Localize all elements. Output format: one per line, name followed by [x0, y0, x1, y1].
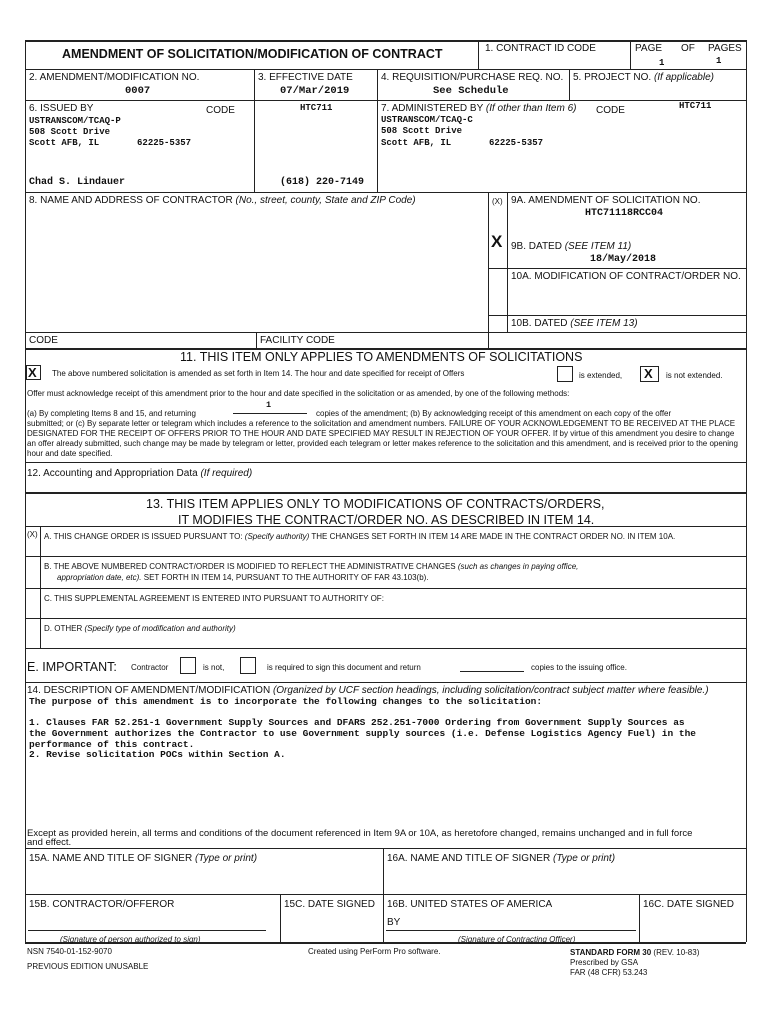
effective-date-label: 3. EFFECTIVE DATE — [258, 72, 353, 83]
rule — [25, 894, 746, 895]
item-13-x-label: (X) — [27, 530, 38, 539]
rule — [254, 69, 255, 192]
item-9a-label: 9A. AMENDMENT OF SOLICITATION NO. — [511, 195, 701, 206]
item-13c-text: C. THIS SUPPLEMENTAL AGREEMENT IS ENTERED INTO PURSUANT TO AUTHORITY OF: — [44, 594, 384, 603]
rule — [569, 69, 570, 100]
item-15c-label: 15C. DATE SIGNED — [284, 899, 375, 910]
copies-return-underline — [460, 671, 524, 672]
rule — [507, 192, 508, 332]
form-title: AMENDMENT OF SOLICITATION/MODIFICATION OF CONTRACT — [62, 47, 443, 61]
rule — [256, 332, 257, 348]
page-label: PAGE — [635, 43, 663, 54]
item-15a-label: 15A. NAME AND TITLE OF SIGNER (Type or print) — [29, 853, 258, 864]
rule — [25, 588, 746, 589]
method-rest-text: submitted; or (c) By separate letter or telegram which includes a reference to the solicitation and amendment numbers. FAILURE OF YOUR ACKNOWLEDGEMENT TO BE RECEIVED AT THE PLACE DESIGNATED FOR THE RECEIPT OF OFFERS PRIOR TO THE HOUR AND DATE SPECIFIED MAY RESULT IN REJECTION OF YOUR OFFER. If by virtue of this amendment you desire to change an offer already submitted, such change may be made by telegram or letter, provided each telegram or letter makes reference to the solicitation and this amendment, and is received prior to the opening hour and date specified. — [27, 419, 738, 458]
far-reference: FAR (48 CFR) 53.243 — [570, 968, 648, 977]
issued-code-value: HTC711 — [300, 103, 333, 113]
rule — [25, 40, 746, 42]
contact-phone: (618) 220-7149 — [280, 177, 365, 188]
item-14-line-4: the Government authorizes the Contractor to use Government supply sources (i.e. Defense Logistics Agency Fuel) in the — [29, 728, 697, 739]
issued-code-label: CODE — [206, 105, 235, 116]
item-11-checkmark: X — [28, 365, 37, 380]
item-13d-text: D. OTHER (Specify type of modification and authority) — [44, 624, 236, 633]
rule — [630, 40, 631, 69]
rule — [25, 69, 746, 70]
requisition-value: See Schedule — [433, 85, 509, 97]
contractor-label: 8. NAME AND ADDRESS OF CONTRACTOR (No., street, county, State and ZIP Code) — [29, 195, 416, 206]
rule — [383, 848, 384, 942]
item-11-heading: 11. THIS ITEM ONLY APPLIES TO AMENDMENTS OF SOLICITATIONS — [180, 350, 583, 364]
extended-checkbox[interactable] — [557, 366, 573, 382]
method-b-text: copies of the amendment; (b) By acknowledging receipt of this amendment on each copy of the offer — [316, 409, 672, 418]
rule — [488, 315, 746, 316]
rule — [377, 69, 378, 192]
item-10b-label: 10B. DATED (SEE ITEM 13) — [511, 318, 638, 329]
rule — [25, 648, 746, 649]
administered-code-value: HTC711 — [679, 101, 712, 111]
item-14-line-6: 2. Revise solicitation POCs within Section A. — [29, 749, 286, 760]
copies-underline — [233, 413, 307, 414]
item-16a-label: 16A. NAME AND TITLE OF SIGNER (Type or print) — [387, 853, 616, 864]
item-16c-label: 16C. DATE SIGNED — [643, 899, 734, 910]
item-13b-text: B. THE ABOVE NUMBERED CONTRACT/ORDER IS MODIFIED TO REFLECT THE ADMINISTRATIVE CHANGES (such as changes in paying office, — [44, 562, 579, 571]
rule — [40, 526, 41, 648]
rule — [639, 894, 640, 942]
nsn-number: NSN 7540-01-152-9070 — [27, 947, 112, 956]
contractor-signature-line[interactable] — [28, 930, 266, 931]
item-16b-label: 16B. UNITED STATES OF AMERICA — [387, 899, 553, 910]
officer-signature-line[interactable] — [386, 930, 636, 931]
rule — [488, 192, 489, 348]
copies-value: 1 — [266, 400, 272, 410]
rule — [280, 894, 281, 942]
item-13b-text-2: appropriation date, etc). SET FORTH IN ITEM 14, PURSUANT TO THE AUTHORITY OF FAR 43.103(b). — [57, 573, 429, 582]
signature-person-note: (Signature of person authorized to sign) — [60, 935, 201, 944]
rule — [25, 100, 746, 101]
item-9-checkmark: X — [491, 232, 503, 251]
signature-officer-note: (Signature of Contracting Officer) — [458, 935, 576, 944]
not-extended-checkmark: X — [644, 366, 653, 381]
item-14-line-3: 1. Clauses FAR 52.251-1 Government Supply Sources and DFARS 252.251-7000 Ordering from Government Supply Sources as — [29, 717, 685, 728]
rule — [25, 192, 746, 193]
method-a-text: (a) By completing Items 8 and 15, and returning — [27, 409, 196, 418]
facility-code-label: FACILITY CODE — [260, 335, 335, 346]
requisition-label: 4. REQUISITION/PURCHASE REQ. NO. — [381, 72, 564, 83]
effective-date-value: 07/Mar/2019 — [280, 85, 350, 97]
pages-label: PAGES — [708, 43, 742, 54]
rule — [25, 556, 746, 557]
created-using: Created using PerForm Pro software. — [308, 947, 441, 956]
issued-line-1: USTRANSCOM/TCAQ-P — [29, 116, 121, 126]
item-13-heading-1: 13. THIS ITEM APPLIES ONLY TO MODIFICATIONS OF CONTRACTS/ORDERS, — [146, 497, 605, 511]
rule — [488, 268, 746, 269]
is-required-label: is required to sign this document and return — [267, 663, 421, 672]
administered-line-1: USTRANSCOM/TCAQ-C — [381, 115, 473, 125]
item-9b-value: 18/May/2018 — [590, 254, 657, 265]
issued-by-label: 6. ISSUED BY — [29, 103, 94, 114]
prescribed-by: Prescribed by GSA — [570, 958, 639, 967]
rule — [25, 848, 746, 849]
item-14-label: 14. DESCRIPTION OF AMENDMENT/MODIFICATION (Organized by UCF section headings, including solicitation/contract subject matter where feasible.) — [27, 685, 709, 696]
standard-form-number: STANDARD FORM 30 (REV. 10-83) — [570, 948, 700, 957]
issued-line-2: 508 Scott Drive — [29, 127, 111, 137]
is-not-extended-label: is not extended. — [666, 371, 723, 380]
administered-line-3: Scott AFB, IL 62225-5357 — [381, 138, 544, 148]
item-10a-label: 10A. MODIFICATION OF CONTRACT/ORDER NO. — [511, 271, 741, 282]
item-15b-label: 15B. CONTRACTOR/OFFEROR — [29, 899, 175, 910]
contractor-code-label: CODE — [29, 335, 58, 346]
rule — [25, 462, 746, 463]
project-no-label: 5. PROJECT NO. (If applicable) — [573, 72, 714, 83]
previous-edition: PREVIOUS EDITION UNUSABLE — [27, 962, 149, 971]
item-9b-label: 9B. DATED (SEE ITEM 11) — [511, 241, 632, 252]
administered-line-2: 508 Scott Drive — [381, 126, 463, 136]
of-label: OF — [681, 43, 695, 54]
contact-name: Chad S. Lindauer — [29, 177, 126, 188]
contract-id-label: 1. CONTRACT ID CODE — [485, 43, 596, 54]
is-required-checkbox[interactable] — [240, 657, 256, 674]
rule — [746, 40, 747, 942]
rule — [25, 332, 746, 333]
item-12-label: 12. Accounting and Appropriation Data (If required) — [27, 468, 253, 479]
rule — [25, 618, 746, 619]
item-14-line-1: The purpose of this amendment is to incorporate the following changes to the solicitation: — [29, 696, 543, 707]
amendment-no-value: 0007 — [125, 85, 151, 97]
issued-line-3: Scott AFB, IL 62225-5357 — [29, 138, 192, 148]
item-9a-value: HTC71118RCC04 — [585, 208, 664, 219]
x-column-label: (X) — [492, 197, 503, 206]
by-label: BY — [387, 917, 401, 928]
contractor-word: Contractor — [131, 663, 169, 672]
except-text-2: and effect. — [27, 837, 72, 848]
item-13-heading-2: IT MODIFIES THE CONTRACT/ORDER NO. AS DESCRIBED IN ITEM 14. — [178, 513, 595, 527]
copies-issuing-label: copies to the issuing office. — [531, 663, 627, 672]
rule — [478, 40, 479, 69]
item-14-line-5: performance of this contract. — [29, 739, 195, 750]
amendment-no-label: 2. AMENDMENT/MODIFICATION NO. — [29, 72, 200, 83]
administered-code-label: CODE — [596, 105, 625, 116]
is-extended-label: is extended, — [579, 371, 623, 380]
item-13a-text: A. THIS CHANGE ORDER IS ISSUED PURSUANT TO: (Specify authority) THE CHANGES SET FORTH IN ITEM 14 ARE MADE IN THE CONTRACT ORDER NO. IN ITEM 10A. — [44, 532, 676, 541]
item-11-text: The above numbered solicitation is amended as set forth in Item 14. The hour and date specified for receipt of Offers — [52, 369, 465, 378]
except-text-1: Except as provided herein, all terms and conditions of the document referenced in Item 9A or 10A, as heretofore changed, remains unchanged and in full force — [27, 828, 693, 839]
page-number: 1 — [659, 58, 665, 68]
administered-by-label: 7. ADMINISTERED BY (If other than Item 6) — [381, 103, 577, 114]
rule — [25, 682, 746, 683]
is-not-checkbox[interactable] — [180, 657, 196, 674]
offer-ack-text: Offer must acknowledge receipt of this amendment prior to the hour and date specified in the solicitation or as amended, by one of the following methods: — [27, 389, 570, 398]
rule — [25, 492, 746, 494]
is-not-label: is not, — [203, 663, 225, 672]
pages-count: 1 — [716, 56, 722, 66]
important-label: E. IMPORTANT: — [27, 660, 117, 674]
rule — [25, 40, 26, 942]
